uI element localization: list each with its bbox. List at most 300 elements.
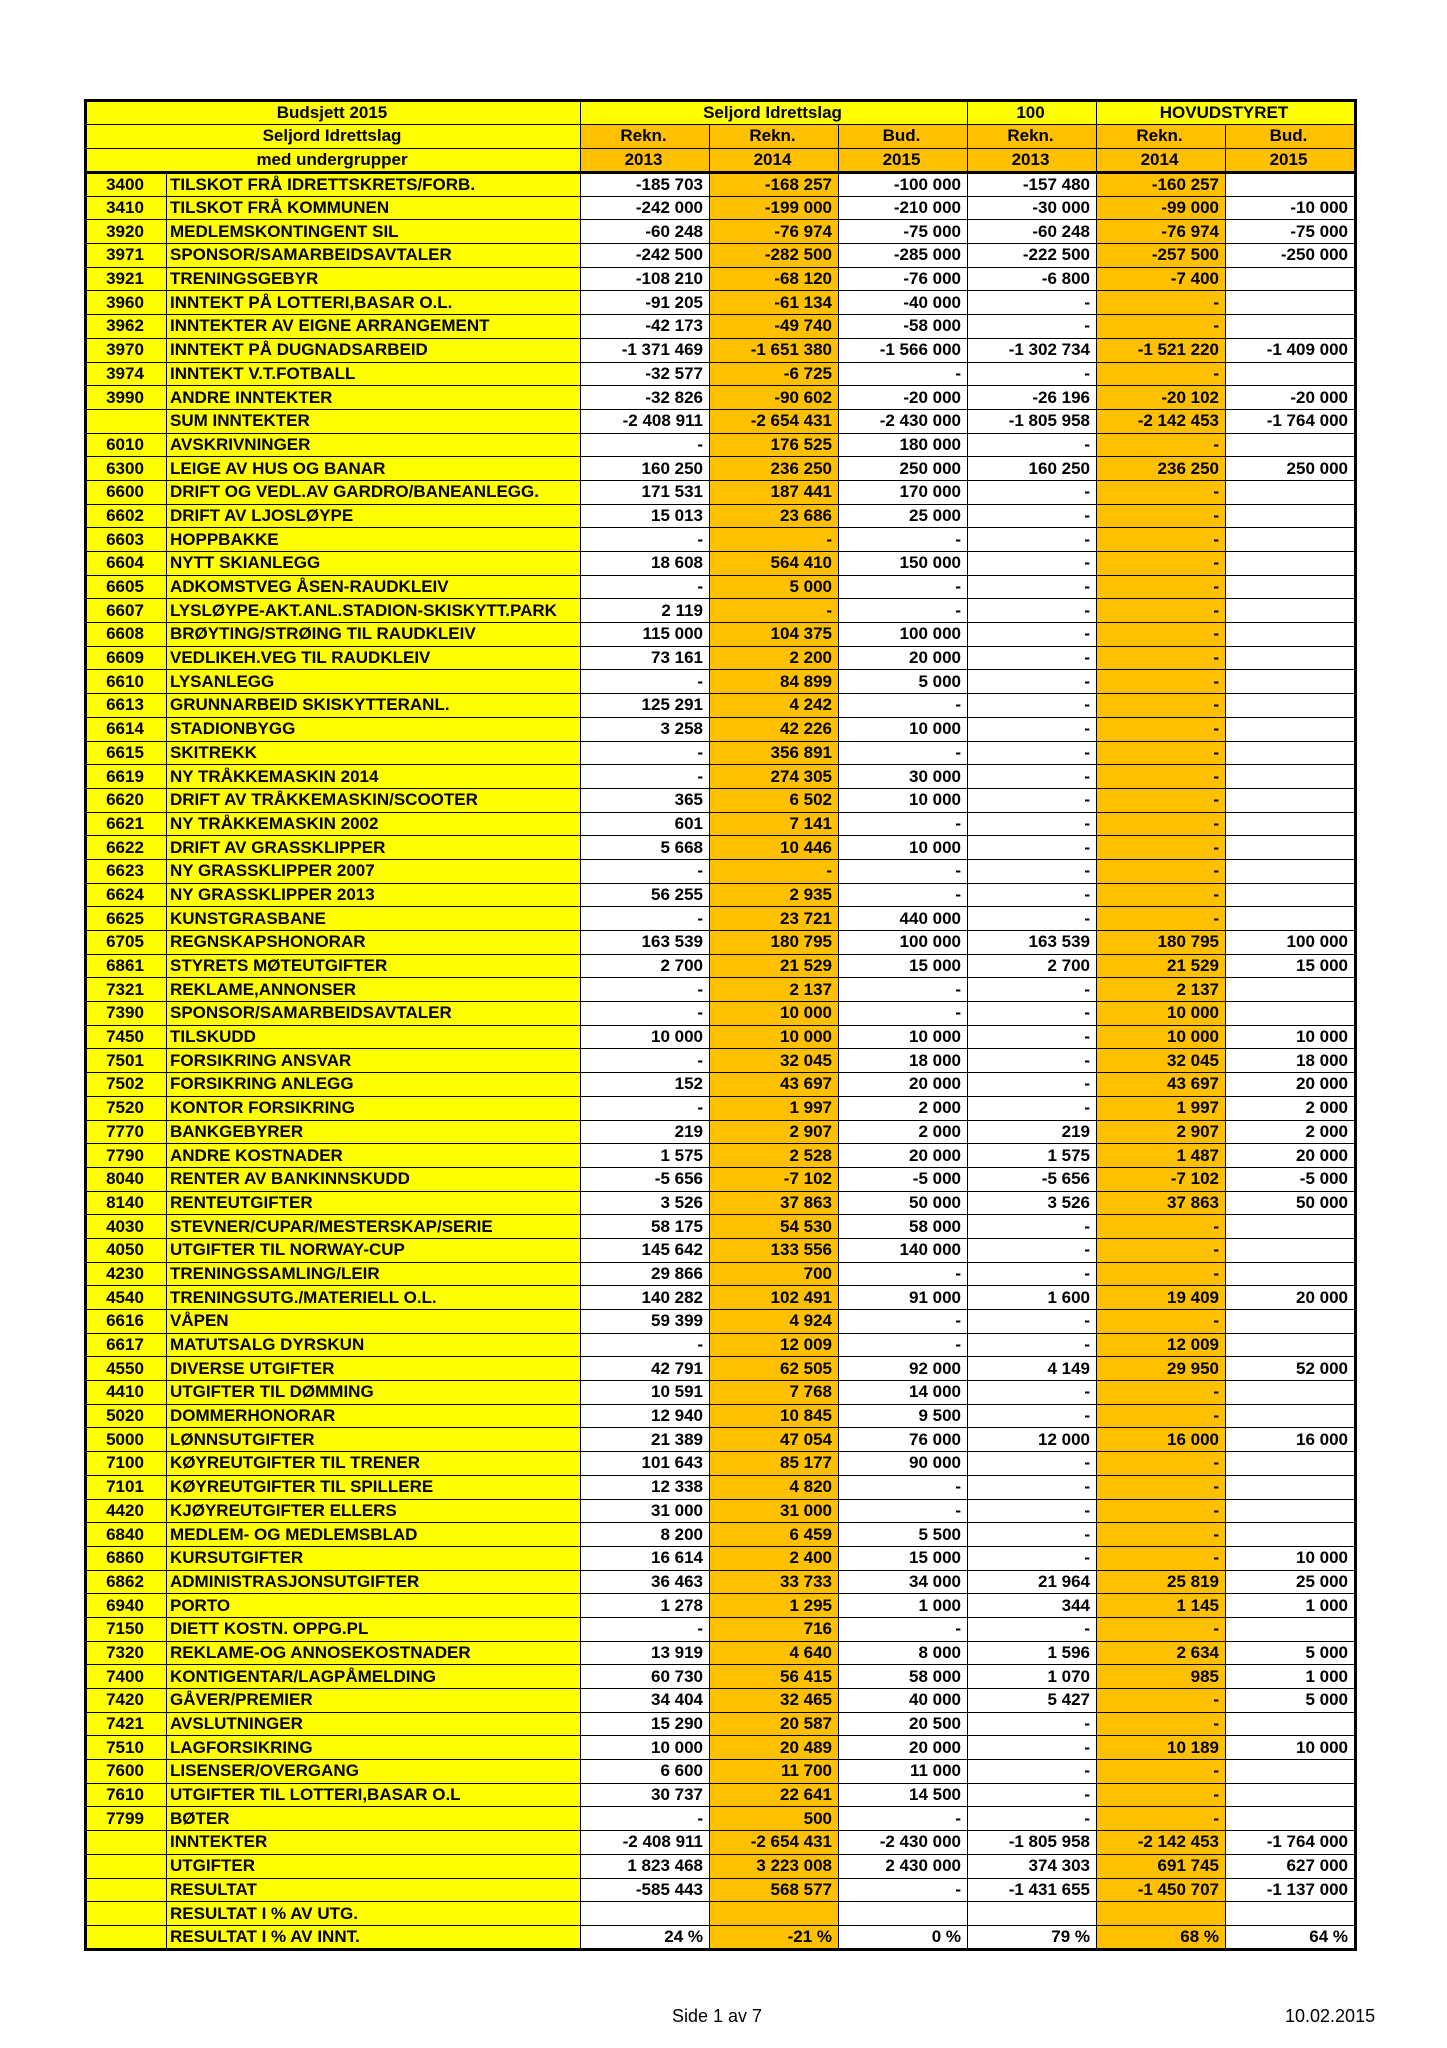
hovud-rekn-2013 bbox=[968, 1902, 1097, 1926]
account-code: 7450 bbox=[86, 1025, 167, 1049]
rekn-2014: 187 441 bbox=[710, 480, 839, 504]
hovud-rekn-2013: 79 % bbox=[968, 1925, 1097, 1949]
account-name: INNTEKT PÅ DUGNADSARBEID bbox=[167, 338, 581, 362]
rekn-2013: -242 500 bbox=[581, 244, 710, 268]
table-row bbox=[86, 1262, 1356, 1286]
account-name: UTGIFTER bbox=[167, 1854, 581, 1878]
hovud-rekn-2014: 2 634 bbox=[1097, 1641, 1226, 1665]
col-type-4: Rekn. bbox=[968, 125, 1097, 149]
table-row bbox=[86, 386, 1356, 410]
account-code: 6619 bbox=[86, 765, 167, 789]
table-row bbox=[86, 1049, 1356, 1073]
hovud-bud-2015 bbox=[1226, 1617, 1356, 1641]
hovud-rekn-2013: - bbox=[968, 1475, 1097, 1499]
account-code: 6605 bbox=[86, 575, 167, 599]
hovud-rekn-2013: - bbox=[968, 623, 1097, 647]
table-row bbox=[86, 267, 1356, 291]
account-name: LEIGE AV HUS OG BANAR bbox=[167, 457, 581, 481]
rekn-2013: 73 161 bbox=[581, 646, 710, 670]
bud-2015: - bbox=[839, 694, 968, 718]
bud-2015: -100 000 bbox=[839, 172, 968, 196]
bud-2015: 30 000 bbox=[839, 765, 968, 789]
account-name: RESULTAT I % AV INNT. bbox=[167, 1925, 581, 1949]
hovud-rekn-2013: -26 196 bbox=[968, 386, 1097, 410]
account-name: DRIFT OG VEDL.AV GARDRO/BANEANLEGG. bbox=[167, 480, 581, 504]
hovud-rekn-2013: - bbox=[968, 480, 1097, 504]
hovud-rekn-2013: -1 302 734 bbox=[968, 338, 1097, 362]
bud-2015: 150 000 bbox=[839, 552, 968, 576]
rekn-2013: 10 591 bbox=[581, 1381, 710, 1405]
group2-name: HOVUDSTYRET bbox=[1097, 101, 1356, 125]
bud-2015: 2 000 bbox=[839, 1120, 968, 1144]
bud-2015: - bbox=[839, 883, 968, 907]
hovud-rekn-2013: - bbox=[968, 1760, 1097, 1784]
hovud-bud-2015 bbox=[1226, 765, 1356, 789]
table-row bbox=[86, 978, 1356, 1002]
bud-2015: -1 566 000 bbox=[839, 338, 968, 362]
col-year-3: 2015 bbox=[839, 148, 968, 172]
rekn-2014: -2 654 431 bbox=[710, 409, 839, 433]
hovud-rekn-2013: - bbox=[968, 575, 1097, 599]
hovud-rekn-2014: -1 521 220 bbox=[1097, 338, 1226, 362]
hovud-rekn-2014: - bbox=[1097, 1617, 1226, 1641]
table-row bbox=[86, 1641, 1356, 1665]
account-code: 3960 bbox=[86, 291, 167, 315]
bud-2015: 20 000 bbox=[839, 646, 968, 670]
hovud-rekn-2014: - bbox=[1097, 1215, 1226, 1239]
hovud-rekn-2013: 1 596 bbox=[968, 1641, 1097, 1665]
bud-2015: 76 000 bbox=[839, 1428, 968, 1452]
hovud-rekn-2013: - bbox=[968, 291, 1097, 315]
bud-2015: 1 000 bbox=[839, 1594, 968, 1618]
hovud-bud-2015 bbox=[1226, 670, 1356, 694]
bud-2015: 100 000 bbox=[839, 623, 968, 647]
hovud-bud-2015: 20 000 bbox=[1226, 1073, 1356, 1097]
hovud-rekn-2013: -1 805 958 bbox=[968, 1831, 1097, 1855]
account-name: DIETT KOSTN. OPPG.PL bbox=[167, 1617, 581, 1641]
rekn-2014: 104 375 bbox=[710, 623, 839, 647]
account-code: 6625 bbox=[86, 907, 167, 931]
rekn-2014: 54 530 bbox=[710, 1215, 839, 1239]
hovud-rekn-2013: 12 000 bbox=[968, 1428, 1097, 1452]
print-date: 10.02.2015 bbox=[1285, 2006, 1376, 2026]
bud-2015: 20 500 bbox=[839, 1712, 968, 1736]
rekn-2014: -21 % bbox=[710, 1925, 839, 1949]
table-row bbox=[86, 1617, 1356, 1641]
account-name: FORSIKRING ANLEGG bbox=[167, 1073, 581, 1097]
rekn-2014: 716 bbox=[710, 1617, 839, 1641]
hovud-rekn-2013: - bbox=[968, 907, 1097, 931]
table-row bbox=[86, 291, 1356, 315]
bud-2015: 5 000 bbox=[839, 670, 968, 694]
account-name: STYRETS MØTEUTGIFTER bbox=[167, 954, 581, 978]
account-code: 6010 bbox=[86, 433, 167, 457]
account-code: 6300 bbox=[86, 457, 167, 481]
col-type-3: Bud. bbox=[839, 125, 968, 149]
bud-2015: 14 000 bbox=[839, 1381, 968, 1405]
hovud-rekn-2014: -99 000 bbox=[1097, 196, 1226, 220]
account-name: TRENINGSSAMLING/LEIR bbox=[167, 1262, 581, 1286]
hovud-rekn-2013: - bbox=[968, 1381, 1097, 1405]
rekn-2014: 10 000 bbox=[710, 1025, 839, 1049]
rekn-2013: - bbox=[581, 1049, 710, 1073]
account-code: 4540 bbox=[86, 1286, 167, 1310]
hovud-rekn-2014: - bbox=[1097, 765, 1226, 789]
table-row bbox=[86, 646, 1356, 670]
account-code: 6705 bbox=[86, 931, 167, 955]
hovud-rekn-2014: - bbox=[1097, 859, 1226, 883]
hovud-rekn-2014: - bbox=[1097, 575, 1226, 599]
account-name: NYTT SKIANLEGG bbox=[167, 552, 581, 576]
account-name: KØYREUTGIFTER TIL SPILLERE bbox=[167, 1475, 581, 1499]
bud-2015: 2 000 bbox=[839, 1096, 968, 1120]
hovud-bud-2015: -5 000 bbox=[1226, 1167, 1356, 1191]
bud-2015: 25 000 bbox=[839, 504, 968, 528]
hovud-rekn-2014: 10 000 bbox=[1097, 1025, 1226, 1049]
hovud-rekn-2013: 3 526 bbox=[968, 1191, 1097, 1215]
hovud-bud-2015 bbox=[1226, 1475, 1356, 1499]
hovud-rekn-2014: - bbox=[1097, 1689, 1226, 1713]
hovud-rekn-2013: -1 805 958 bbox=[968, 409, 1097, 433]
rekn-2014: - bbox=[710, 528, 839, 552]
hovud-bud-2015 bbox=[1226, 1238, 1356, 1262]
rekn-2014 bbox=[710, 1902, 839, 1926]
hovud-rekn-2013: 163 539 bbox=[968, 931, 1097, 955]
hovud-rekn-2014: - bbox=[1097, 1712, 1226, 1736]
bud-2015: 15 000 bbox=[839, 1546, 968, 1570]
group2-code: 100 bbox=[968, 101, 1097, 125]
bud-2015: - bbox=[839, 1878, 968, 1902]
table-row bbox=[86, 1878, 1356, 1902]
rekn-2014: 32 045 bbox=[710, 1049, 839, 1073]
hovud-bud-2015: 2 000 bbox=[1226, 1096, 1356, 1120]
hovud-rekn-2013: - bbox=[968, 1333, 1097, 1357]
hovud-rekn-2014: - bbox=[1097, 504, 1226, 528]
account-code: 6602 bbox=[86, 504, 167, 528]
account-code: 3971 bbox=[86, 244, 167, 268]
hovud-rekn-2013: - bbox=[968, 1712, 1097, 1736]
col-type-5: Rekn. bbox=[1097, 125, 1226, 149]
account-code: 7150 bbox=[86, 1617, 167, 1641]
hovud-bud-2015 bbox=[1226, 1523, 1356, 1547]
hovud-bud-2015 bbox=[1226, 1760, 1356, 1784]
rekn-2013: 59 399 bbox=[581, 1310, 710, 1334]
hovud-rekn-2013: - bbox=[968, 883, 1097, 907]
hovud-bud-2015 bbox=[1226, 267, 1356, 291]
account-name: ANDRE INNTEKTER bbox=[167, 386, 581, 410]
table-row bbox=[86, 1712, 1356, 1736]
hovud-bud-2015 bbox=[1226, 646, 1356, 670]
rekn-2014: 21 529 bbox=[710, 954, 839, 978]
rekn-2014: 23 686 bbox=[710, 504, 839, 528]
hovud-rekn-2013: - bbox=[968, 1310, 1097, 1334]
account-code: 3400 bbox=[86, 172, 167, 196]
header-row-1 bbox=[86, 101, 1356, 125]
rekn-2013: - bbox=[581, 859, 710, 883]
account-code: 6608 bbox=[86, 623, 167, 647]
hovud-rekn-2013: - bbox=[968, 1546, 1097, 1570]
rekn-2013: 219 bbox=[581, 1120, 710, 1144]
hovud-rekn-2014: 2 907 bbox=[1097, 1120, 1226, 1144]
rekn-2013: - bbox=[581, 433, 710, 457]
rekn-2014: 23 721 bbox=[710, 907, 839, 931]
table-row bbox=[86, 528, 1356, 552]
hovud-rekn-2014: - bbox=[1097, 883, 1226, 907]
account-code: 6607 bbox=[86, 599, 167, 623]
rekn-2013: 163 539 bbox=[581, 931, 710, 955]
rekn-2014: 2 137 bbox=[710, 978, 839, 1002]
account-code: 6617 bbox=[86, 1333, 167, 1357]
rekn-2014: 274 305 bbox=[710, 765, 839, 789]
table-row bbox=[86, 315, 1356, 339]
table-row bbox=[86, 1807, 1356, 1831]
hovud-bud-2015 bbox=[1226, 741, 1356, 765]
rekn-2014: -76 974 bbox=[710, 220, 839, 244]
bud-2015: - bbox=[839, 812, 968, 836]
rekn-2013: -585 443 bbox=[581, 1878, 710, 1902]
hovud-bud-2015 bbox=[1226, 1002, 1356, 1026]
account-code: 4230 bbox=[86, 1262, 167, 1286]
hovud-rekn-2013: 1 575 bbox=[968, 1144, 1097, 1168]
header-row-2 bbox=[86, 125, 1356, 149]
bud-2015: - bbox=[839, 1262, 968, 1286]
account-name: DOMMERHONORAR bbox=[167, 1404, 581, 1428]
rekn-2014: 7 768 bbox=[710, 1381, 839, 1405]
rekn-2014: -7 102 bbox=[710, 1167, 839, 1191]
account-name: MATUTSALG DYRSKUN bbox=[167, 1333, 581, 1357]
account-name: LAGFORSIKRING bbox=[167, 1736, 581, 1760]
rekn-2014: 700 bbox=[710, 1262, 839, 1286]
table-row bbox=[86, 457, 1356, 481]
rekn-2014: 500 bbox=[710, 1807, 839, 1831]
account-name: BØTER bbox=[167, 1807, 581, 1831]
table-row bbox=[86, 1546, 1356, 1570]
hovud-rekn-2013: - bbox=[968, 1262, 1097, 1286]
rekn-2013: 15 013 bbox=[581, 504, 710, 528]
hovud-bud-2015 bbox=[1226, 362, 1356, 386]
account-name: BANKGEBYRER bbox=[167, 1120, 581, 1144]
bud-2015: 250 000 bbox=[839, 457, 968, 481]
hovud-rekn-2013: - bbox=[968, 1049, 1097, 1073]
hovud-rekn-2013: - bbox=[968, 1404, 1097, 1428]
rekn-2013: 1 823 468 bbox=[581, 1854, 710, 1878]
account-code: 5020 bbox=[86, 1404, 167, 1428]
account-name: INNTEKT PÅ LOTTERI,BASAR O.L. bbox=[167, 291, 581, 315]
hovud-rekn-2013: - bbox=[968, 741, 1097, 765]
rekn-2014: 176 525 bbox=[710, 433, 839, 457]
account-code: 3920 bbox=[86, 220, 167, 244]
hovud-rekn-2014: - bbox=[1097, 433, 1226, 457]
bud-2015: 0 % bbox=[839, 1925, 968, 1949]
hovud-rekn-2013: - bbox=[968, 1452, 1097, 1476]
hovud-bud-2015 bbox=[1226, 599, 1356, 623]
hovud-bud-2015 bbox=[1226, 812, 1356, 836]
hovud-bud-2015: -75 000 bbox=[1226, 220, 1356, 244]
table-row bbox=[86, 1902, 1356, 1926]
table-row bbox=[86, 717, 1356, 741]
bud-2015: 5 500 bbox=[839, 1523, 968, 1547]
hovud-bud-2015 bbox=[1226, 1807, 1356, 1831]
table-row bbox=[86, 1381, 1356, 1405]
table-row bbox=[86, 836, 1356, 860]
rekn-2013: 115 000 bbox=[581, 623, 710, 647]
account-name: DRIFT AV TRÅKKEMASKIN/SCOOTER bbox=[167, 788, 581, 812]
account-code: 4420 bbox=[86, 1499, 167, 1523]
rekn-2013: 8 200 bbox=[581, 1523, 710, 1547]
table-row bbox=[86, 1096, 1356, 1120]
rekn-2014: 4 640 bbox=[710, 1641, 839, 1665]
bud-2015: - bbox=[839, 859, 968, 883]
account-code: 8040 bbox=[86, 1167, 167, 1191]
rekn-2013: 56 255 bbox=[581, 883, 710, 907]
rekn-2013: 31 000 bbox=[581, 1499, 710, 1523]
rekn-2013: - bbox=[581, 1617, 710, 1641]
rekn-2013 bbox=[581, 1902, 710, 1926]
rekn-2013: 601 bbox=[581, 812, 710, 836]
hovud-rekn-2013: - bbox=[968, 717, 1097, 741]
account-code: 7100 bbox=[86, 1452, 167, 1476]
rekn-2013: 365 bbox=[581, 788, 710, 812]
hovud-rekn-2013: - bbox=[968, 504, 1097, 528]
hovud-rekn-2013: - bbox=[968, 362, 1097, 386]
budget-title: Budsjett 2015 bbox=[86, 101, 581, 125]
hovud-bud-2015 bbox=[1226, 1404, 1356, 1428]
hovud-bud-2015: 16 000 bbox=[1226, 1428, 1356, 1452]
rekn-2014: 2 200 bbox=[710, 646, 839, 670]
account-code: 6861 bbox=[86, 954, 167, 978]
account-code: 6940 bbox=[86, 1594, 167, 1618]
rekn-2013: -91 205 bbox=[581, 291, 710, 315]
table-row bbox=[86, 196, 1356, 220]
account-code: 8140 bbox=[86, 1191, 167, 1215]
rekn-2014: 6 502 bbox=[710, 788, 839, 812]
rekn-2013: 10 000 bbox=[581, 1025, 710, 1049]
hovud-rekn-2013: - bbox=[968, 765, 1097, 789]
rekn-2014: 22 641 bbox=[710, 1783, 839, 1807]
bud-2015: -58 000 bbox=[839, 315, 968, 339]
hovud-bud-2015: 20 000 bbox=[1226, 1144, 1356, 1168]
rekn-2013: 29 866 bbox=[581, 1262, 710, 1286]
account-name: TILSKOT FRÅ IDRETTSKRETS/FORB. bbox=[167, 172, 581, 196]
hovud-rekn-2014: - bbox=[1097, 552, 1226, 576]
table-row bbox=[86, 1286, 1356, 1310]
account-name: LYSLØYPE-AKT.ANL.STADION-SKISKYTT.PARK bbox=[167, 599, 581, 623]
hovud-rekn-2014: 12 009 bbox=[1097, 1333, 1226, 1357]
hovud-rekn-2014: - bbox=[1097, 1760, 1226, 1784]
hovud-rekn-2013: - bbox=[968, 1025, 1097, 1049]
rekn-2013: - bbox=[581, 1333, 710, 1357]
rekn-2013: 3 258 bbox=[581, 717, 710, 741]
hovud-rekn-2013: - bbox=[968, 552, 1097, 576]
hovud-rekn-2013: - bbox=[968, 1073, 1097, 1097]
rekn-2013: 30 737 bbox=[581, 1783, 710, 1807]
account-code: 3410 bbox=[86, 196, 167, 220]
account-name: INNTEKTER bbox=[167, 1831, 581, 1855]
table-row bbox=[86, 623, 1356, 647]
account-name: KURSUTGIFTER bbox=[167, 1546, 581, 1570]
rekn-2014: 20 489 bbox=[710, 1736, 839, 1760]
account-code: 6623 bbox=[86, 859, 167, 883]
account-code: 7610 bbox=[86, 1783, 167, 1807]
account-name: MEDLEM- OG MEDLEMSBLAD bbox=[167, 1523, 581, 1547]
account-code: 6616 bbox=[86, 1310, 167, 1334]
hovud-rekn-2013: - bbox=[968, 694, 1097, 718]
hovud-bud-2015: -250 000 bbox=[1226, 244, 1356, 268]
bud-2015: 91 000 bbox=[839, 1286, 968, 1310]
bud-2015: - bbox=[839, 1002, 968, 1026]
hovud-bud-2015 bbox=[1226, 528, 1356, 552]
rekn-2013: 18 608 bbox=[581, 552, 710, 576]
hovud-bud-2015: 18 000 bbox=[1226, 1049, 1356, 1073]
account-code: 7101 bbox=[86, 1475, 167, 1499]
hovud-bud-2015: 10 000 bbox=[1226, 1546, 1356, 1570]
col-type-6: Bud. bbox=[1226, 125, 1356, 149]
hovud-rekn-2013: - bbox=[968, 1807, 1097, 1831]
account-name: REKLAME-OG ANNOSEKOSTNADER bbox=[167, 1641, 581, 1665]
rekn-2013: 6 600 bbox=[581, 1760, 710, 1784]
rekn-2014: 7 141 bbox=[710, 812, 839, 836]
rekn-2013: -1 371 469 bbox=[581, 338, 710, 362]
hovud-rekn-2013: 1 070 bbox=[968, 1665, 1097, 1689]
account-name: GÅVER/PREMIER bbox=[167, 1689, 581, 1713]
rekn-2014: 6 459 bbox=[710, 1523, 839, 1547]
bud-2015: 8 000 bbox=[839, 1641, 968, 1665]
hovud-rekn-2013: 374 303 bbox=[968, 1854, 1097, 1878]
table-row bbox=[86, 220, 1356, 244]
rekn-2013: - bbox=[581, 1096, 710, 1120]
hovud-bud-2015 bbox=[1226, 788, 1356, 812]
hovud-rekn-2014: - bbox=[1097, 646, 1226, 670]
account-name: LYSANLEGG bbox=[167, 670, 581, 694]
account-name: ADMINISTRASJONSUTGIFTER bbox=[167, 1570, 581, 1594]
rekn-2013: 60 730 bbox=[581, 1665, 710, 1689]
hovud-bud-2015: 5 000 bbox=[1226, 1689, 1356, 1713]
account-name: UTGIFTER TIL LOTTERI,BASAR O.L bbox=[167, 1783, 581, 1807]
bud-2015: -76 000 bbox=[839, 267, 968, 291]
rekn-2013: 10 000 bbox=[581, 1736, 710, 1760]
rekn-2014: 31 000 bbox=[710, 1499, 839, 1523]
hovud-rekn-2013: - bbox=[968, 1783, 1097, 1807]
hovud-rekn-2014: - bbox=[1097, 788, 1226, 812]
rekn-2013: 152 bbox=[581, 1073, 710, 1097]
hovud-rekn-2013: 21 964 bbox=[968, 1570, 1097, 1594]
rekn-2014: - bbox=[710, 859, 839, 883]
account-name: INNTEKTER AV EIGNE ARRANGEMENT bbox=[167, 315, 581, 339]
table-row bbox=[86, 362, 1356, 386]
rekn-2013: 16 614 bbox=[581, 1546, 710, 1570]
rekn-2013: 2 700 bbox=[581, 954, 710, 978]
table-row bbox=[86, 788, 1356, 812]
table-row bbox=[86, 1191, 1356, 1215]
account-name: SPONSOR/SAMARBEIDSAVTALER bbox=[167, 244, 581, 268]
hovud-rekn-2014: 68 % bbox=[1097, 1925, 1226, 1949]
hovud-bud-2015 bbox=[1226, 1381, 1356, 1405]
account-name: RESULTAT bbox=[167, 1878, 581, 1902]
bud-2015: - bbox=[839, 1499, 968, 1523]
bud-2015: 2 430 000 bbox=[839, 1854, 968, 1878]
hovud-rekn-2013: 160 250 bbox=[968, 457, 1097, 481]
rekn-2013: -42 173 bbox=[581, 315, 710, 339]
hovud-bud-2015 bbox=[1226, 552, 1356, 576]
hovud-rekn-2014 bbox=[1097, 1902, 1226, 1926]
rekn-2014: 10 000 bbox=[710, 1002, 839, 1026]
table-row bbox=[86, 1736, 1356, 1760]
rekn-2014: -1 651 380 bbox=[710, 338, 839, 362]
account-name: AVSLUTNINGER bbox=[167, 1712, 581, 1736]
rekn-2014: 85 177 bbox=[710, 1452, 839, 1476]
bud-2015: 18 000 bbox=[839, 1049, 968, 1073]
hovud-rekn-2014: 236 250 bbox=[1097, 457, 1226, 481]
